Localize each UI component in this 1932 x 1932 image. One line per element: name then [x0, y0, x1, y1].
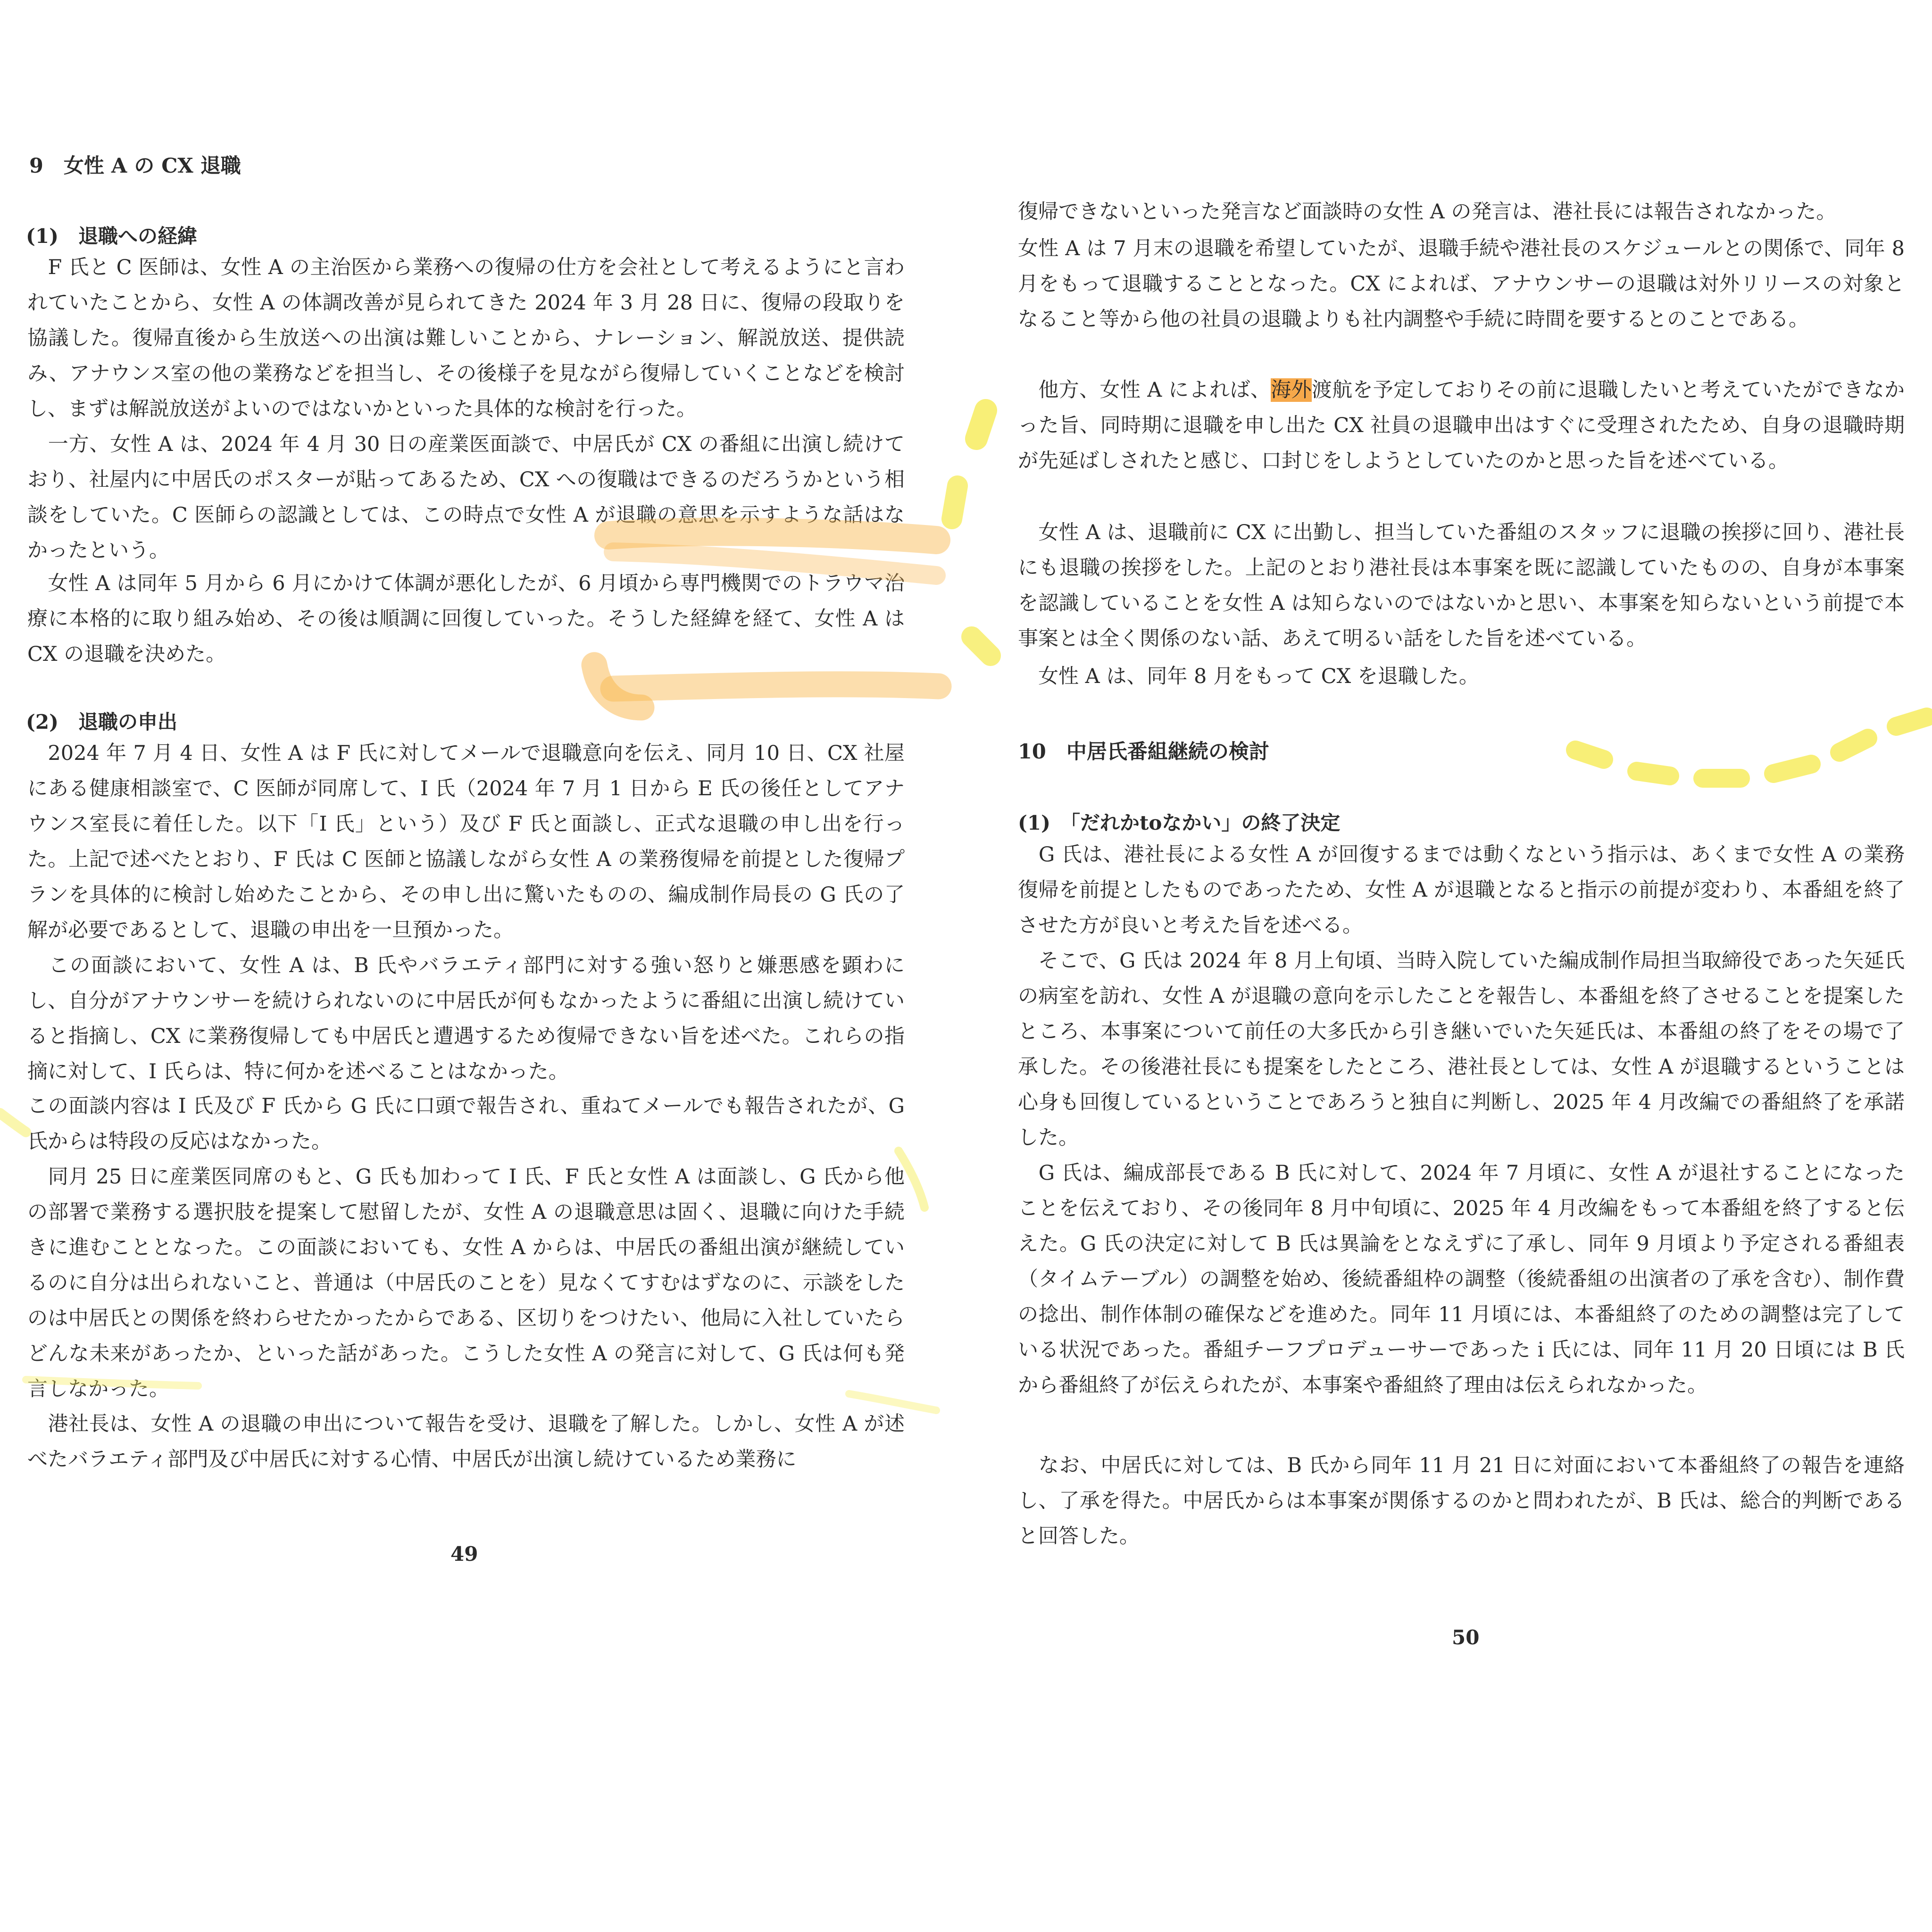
subsection-heading-1: (1) 退職への経緯: [26, 225, 197, 248]
right-page: [966, 0, 1932, 1932]
paragraph: F 氏と C 医師は、女性 A の主治医から業務への復帰の仕方を会社として考えるようにと言われていたことから、女性 A の体調改善が見られてきた 2024 年 3 月 28 日に、復帰の段取りを協議した。復帰直後から生放送への出演は難しいことから、ナレーション、解説放送、提供読み、アナウンス室の他の業務などを担当し、その後様子を見ながら復帰していくことなどを検討し、まずは解説放送がよいのではないかといった具体的な検討を行った。: [27, 256, 905, 421]
paragraph: 女性 A は、退職前に CX に出勤し、担当していた番組のスタッフに退職の挨拶に回り、港社長にも退職の挨拶をした。上記のとおり港社長は本事案を既に認識していたものの、自身が本事案を認識していることを女性 A は知らないのではないかと思い、本事案を知らないという前提で本事案とは全く関係のない話、あえて明るい話をした旨を述べている。: [1018, 521, 1905, 650]
paragraph: なお、中居氏に対しては、B 氏から同年 11 月 21 日に対面において本番組終了の報告を連絡し、了承を得た。中居氏からは本事案が関係するのかと問われたが、B 氏は、総合的判断であると回答した。: [1018, 1454, 1905, 1548]
paragraph: G 氏は、編成部長である B 氏に対して、2024 年 7 月頃に、女性 A が退社することになったことを伝えており、その後同年 8 月中旬頃に、2025 年 4 月改編をもって本番組を終了すると伝えた。G 氏の決定に対して B 氏は異論をとなえずに了承し、同年 9 月頃より予定される番組表（タイムテーブル）の調整を始め、後続番組枠の調整（後続番組の出演者の了承を含む）、制作費の捻出、制作体制の確保などを進めた。同年 11 月頃には、本番組終了のための調整は完了している状況であった。番組チーフプロデューサーであった i 氏には、同年 11 月 20 日頃には B 氏から番組終了が伝えられたが、本事案や番組終了理由は伝えられなかった。: [1018, 1161, 1905, 1397]
paragraph-text: 他方、女性 A によれば、: [1018, 378, 1271, 402]
subsection-heading-10-1: (1) 「だれかtoなかい」の終了決定: [1018, 811, 1341, 834]
section-heading-10: 10 中居氏番組継続の検討: [1018, 740, 1269, 764]
paragraph: この面談において、女性 A は、B 氏やバラエティ部門に対する強い怒りと嫌悪感を顕わにし、自分がアナウンサーを続けられないのに中居氏が何もなかったように番組に出演し続けていると指摘し、CX に業務復帰しても中居氏と遭遇するため復帰できない旨を述べた。これらの指摘に対して、I 氏らは、特に何かを述べることはなかった。: [27, 954, 905, 1083]
paragraph: そこで、G 氏は 2024 年 8 月上旬頃、当時入院していた編成制作局担当取締役であった矢延氏の病室を訪れ、女性 A が退職の意向を示したことを報告し、本番組を終了させることを提案したところ、本事案について前任の大多氏から引き継いでいた矢延氏は、本番組の終了をその場で了承した。その後港社長にも提案をしたところ、港社長としては、女性 A が退職するということは心身も回復しているということであろうと独自に判断し、2025 年 4 月改編での番組終了を承諾した。: [1018, 949, 1905, 1149]
paragraph: 復帰できないといった発言など面談時の女性 A の発言は、港社長には報告されなかった。: [1018, 200, 1837, 224]
subsection-heading-2: (2) 退職の申出: [26, 710, 177, 733]
paragraph-with-highlight: [1018, 373, 1905, 479]
paragraph: 女性 A は、同年 8 月をもって CX を退職した。: [1018, 665, 1479, 688]
paragraph: この面談内容は I 氏及び F 氏から G 氏に口頭で報告され、重ねてメールでも報告されたが、G 氏からは特段の反応はなかった。: [27, 1094, 905, 1153]
page-number: 50: [1452, 1626, 1480, 1649]
paragraph: 港社長は、女性 A の退職の申出について報告を受け、退職を了解した。しかし、女性 A が述べたバラエティ部門及び中居氏に対する心情、中居氏が出演し続けているため業務に: [27, 1412, 905, 1471]
paragraph: G 氏は、港社長による女性 A が回復するまでは動くなという指示は、あくまで女性 A の業務復帰を前提としたものであったため、女性 A が退職となると指示の前提が変わり、本番組を終了させた方が良いと考えた旨を述べる。: [1018, 843, 1905, 937]
highlighted-text: 海外: [1271, 378, 1312, 402]
paragraph: 女性 A は 7 月末の退職を希望していたが、退職手続や港社長のスケジュールとの関係で、同年 8 月をもって退職することとなった。CX によれば、アナウンサーの退職は対外リリースの対象となること等から他の社員の退職よりも社内調整や手続に時間を要するとのことである。: [1018, 237, 1905, 331]
paragraph: 同月 25 日に産業医同席のもと、G 氏も加わって I 氏、F 氏と女性 A は面談し、G 氏から他の部署で業務する選択肢を提案して慰留したが、女性 A の退職意思は固く、退職に向けた手続きに進むこととなった。この面談においても、女性 A からは、中居氏の番組出演が継続しているのに自分は出られないこと、普通は（中居氏のことを）見なくてすむはずなのに、示談をしたのは中居氏との関係を終わらせたかったからである、区切りをつけたい、他局に入社していたらどんな未来があったか、といった話があった。こうした女性 A の発言に対して、G 氏は何も発言しなかった。: [27, 1165, 905, 1401]
paragraph: 2024 年 7 月 4 日、女性 A は F 氏に対してメールで退職意向を伝え、同月 10 日、CX 社屋にある健康相談室で、C 医師が同席して、I 氏（2024 年 7 月 1 日から E 氏の後任としてアナウンス室長に着任した。以下「I 氏」という）及び F 氏と面談し、正式な退職の申し出を行った。上記で述べたとおり、F 氏は C 医師と協議しながら女性 A の業務復帰を前提とした復帰プランを具体的に検討し始めたことから、その申し出に驚いたものの、編成制作局長の G 氏の了解が必要であるとして、退職の申出を一旦預かった。: [27, 741, 905, 942]
paragraph: 一方、女性 A は、2024 年 4 月 30 日の産業医面談で、中居氏が CX の番組に出演し続けており、社屋内に中居氏のポスターが貼ってあるため、CX への復職はできるのだろうかという相談をしていた。C 医師らの認識としては、この時点で女性 A が退職の意思を示すような話はなかったという。: [27, 433, 905, 562]
paragraph: 女性 A は同年 5 月から 6 月にかけて体調が悪化したが、6 月頃から専門機関でのトラウマ治療に本格的に取り組み始め、その後は順調に回復していった。そうした経緯を経て、女性 A は CX の退職を決めた。: [27, 572, 905, 666]
page-number: 49: [450, 1542, 478, 1566]
section-heading-9: 9 女性 A の CX 退職: [29, 154, 241, 178]
paragraph-text: 渡航を予定しておりその前に退職したいと考えていたができなかった旨、同時期に退職を申し出た CX 社員の退職申出はすぐに受理されたため、自身の退職時期が先延ばしされたと感じ、口封じをしようとしていたのかと思った旨を述べている。: [1018, 378, 1905, 473]
